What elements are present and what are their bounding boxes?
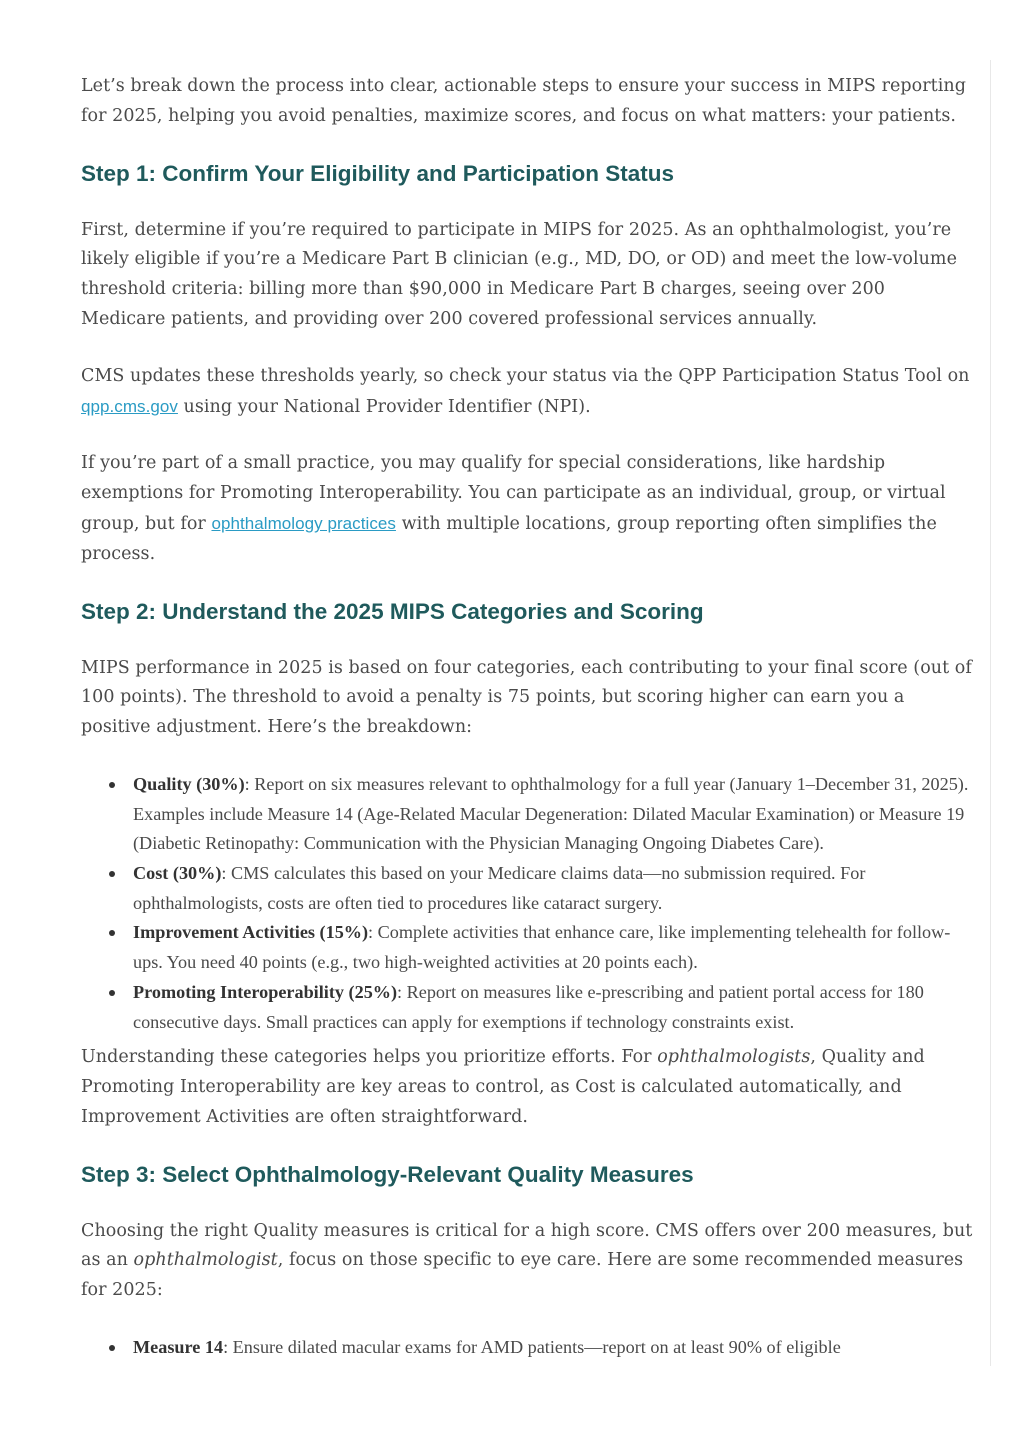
qpp-link[interactable]: qpp.cms.gov [81, 396, 178, 416]
list-item-label: Cost (30%) [133, 863, 222, 884]
step1-paragraph-small-practice [81, 449, 973, 569]
category-list [81, 770, 973, 1037]
step2-heading: Step 2: Understand the 2025 MIPS Categories and Scoring [81, 598, 704, 624]
list-item-text: : CMS calculates this based on your Medicare claims data—no submission required. For ophthalmologists, costs are often tied to procedures like cataract surgery. [133, 863, 866, 913]
list-item-label: Promoting Interoperability (25%) [133, 981, 398, 1002]
list-item-label: Quality (30%) [133, 773, 245, 794]
step3-paragraph-intro [81, 1217, 973, 1306]
list-item-cost [133, 859, 973, 918]
list-item-label: Improvement Activities (15%) [133, 922, 369, 943]
step2-paragraph-intro: MIPS performance in 2025 is based on four categories, each contributing to your final score (out of 100 points). The threshold to avoid a penalty is 75 points, but scoring higher can earn you a positive adjustment. Here’s the breakdown: [81, 657, 972, 738]
step1-heading: Step 1: Confirm Your Eligibility and Participation Status [81, 160, 674, 186]
intro-paragraph: Let’s break down the process into clear, actionable steps to ensure your success in MIPS reporting for 2025, helping you avoid penalties, maximize scores, and focus on what matters: your patients. [81, 76, 966, 126]
list-item-quality [133, 770, 973, 859]
article-body [81, 72, 973, 1369]
list-item-text: : Ensure dilated macular exams for AMD patients—report on at least 90% of eligible [223, 1337, 841, 1358]
step1-paragraph-eligibility: First, determine if you’re required to participate in MIPS for 2025. As an ophthalmologist, you’re likely eligible if you’re a Medicare Part B clinician (e.g., MD, DO, or OD) and meet the low-volume threshold criteria: billing more than $90,000 in Medicare Part B charges, seeing over 200 Medicare patients, and providing over 200 covered professional services annually. [81, 219, 957, 329]
right-divider [990, 60, 991, 1366]
list-item-text: : Report on six measures relevant to ophthalmology for a full year (January 1–December 31, 2025). Examples include Measure 14 (Age-Related Macular Degeneration: Dilated Macular Examination) or Measure 19 (Diabetic Retinopathy: Communication with the Physician Managing Ongoing Diabetes Care). [133, 773, 969, 854]
step1-p3-text-after: with multiple locations, group reporting often simplifies the process. [81, 513, 937, 564]
step2-p2-text-before: Understanding these categories helps you prioritize efforts. For [81, 1047, 658, 1068]
step1-p3-text-before: If you’re part of a small practice, you may qualify for special considerations, like hardship exemptions for Promoting Interoperability. You can participate as an individual, group, or virtual group, but for [81, 453, 946, 534]
step1-paragraph-status-tool [81, 362, 973, 423]
step3-p1-emphasis: ophthalmologist [133, 1250, 278, 1271]
list-item-measure-14 [133, 1333, 973, 1363]
step1-p2-text-after: using your National Provider Identifier (NPI). [177, 396, 591, 417]
ophthalmology-practices-link[interactable]: ophthalmology practices [211, 513, 396, 533]
step2-p2-text-after: , Quality and Promoting Interoperability are key areas to control, as Cost is calculated automatically, and Improvement Activities are often straightforward. [81, 1047, 925, 1127]
step1-p2-text-before: CMS updates these thresholds yearly, so check your status via the QPP Participation Status Tool on [81, 365, 970, 386]
list-item-text: : Report on measures like e-prescribing and patient portal access for 180 consecutive days. Small practices can apply for exemptions if technology constraints exist. [133, 981, 924, 1032]
list-item-label: Measure 14 [133, 1337, 224, 1358]
list-item-improvement-activities [133, 918, 973, 977]
step2-p2-emphasis: ophthalmologists [657, 1047, 811, 1068]
step2-paragraph-summary [81, 1043, 973, 1132]
step3-heading: Step 3: Select Ophthalmology-Relevant Quality Measures [81, 1161, 694, 1187]
list-item-text: : Complete activities that enhance care, like implementing telehealth for follow-ups. You need 40 points (e.g., two high-weighted activities at 20 points each). [133, 922, 951, 973]
step3-p1-text-after: , focus on those specific to eye care. Here are some recommended measures for 2025: [81, 1250, 964, 1301]
list-item-promoting-interoperability [133, 978, 973, 1037]
measure-list [81, 1333, 973, 1363]
step3-p1-text-before: Choosing the right Quality measures is critical for a high score. CMS offers over 200 measures, but as an [81, 1220, 973, 1271]
